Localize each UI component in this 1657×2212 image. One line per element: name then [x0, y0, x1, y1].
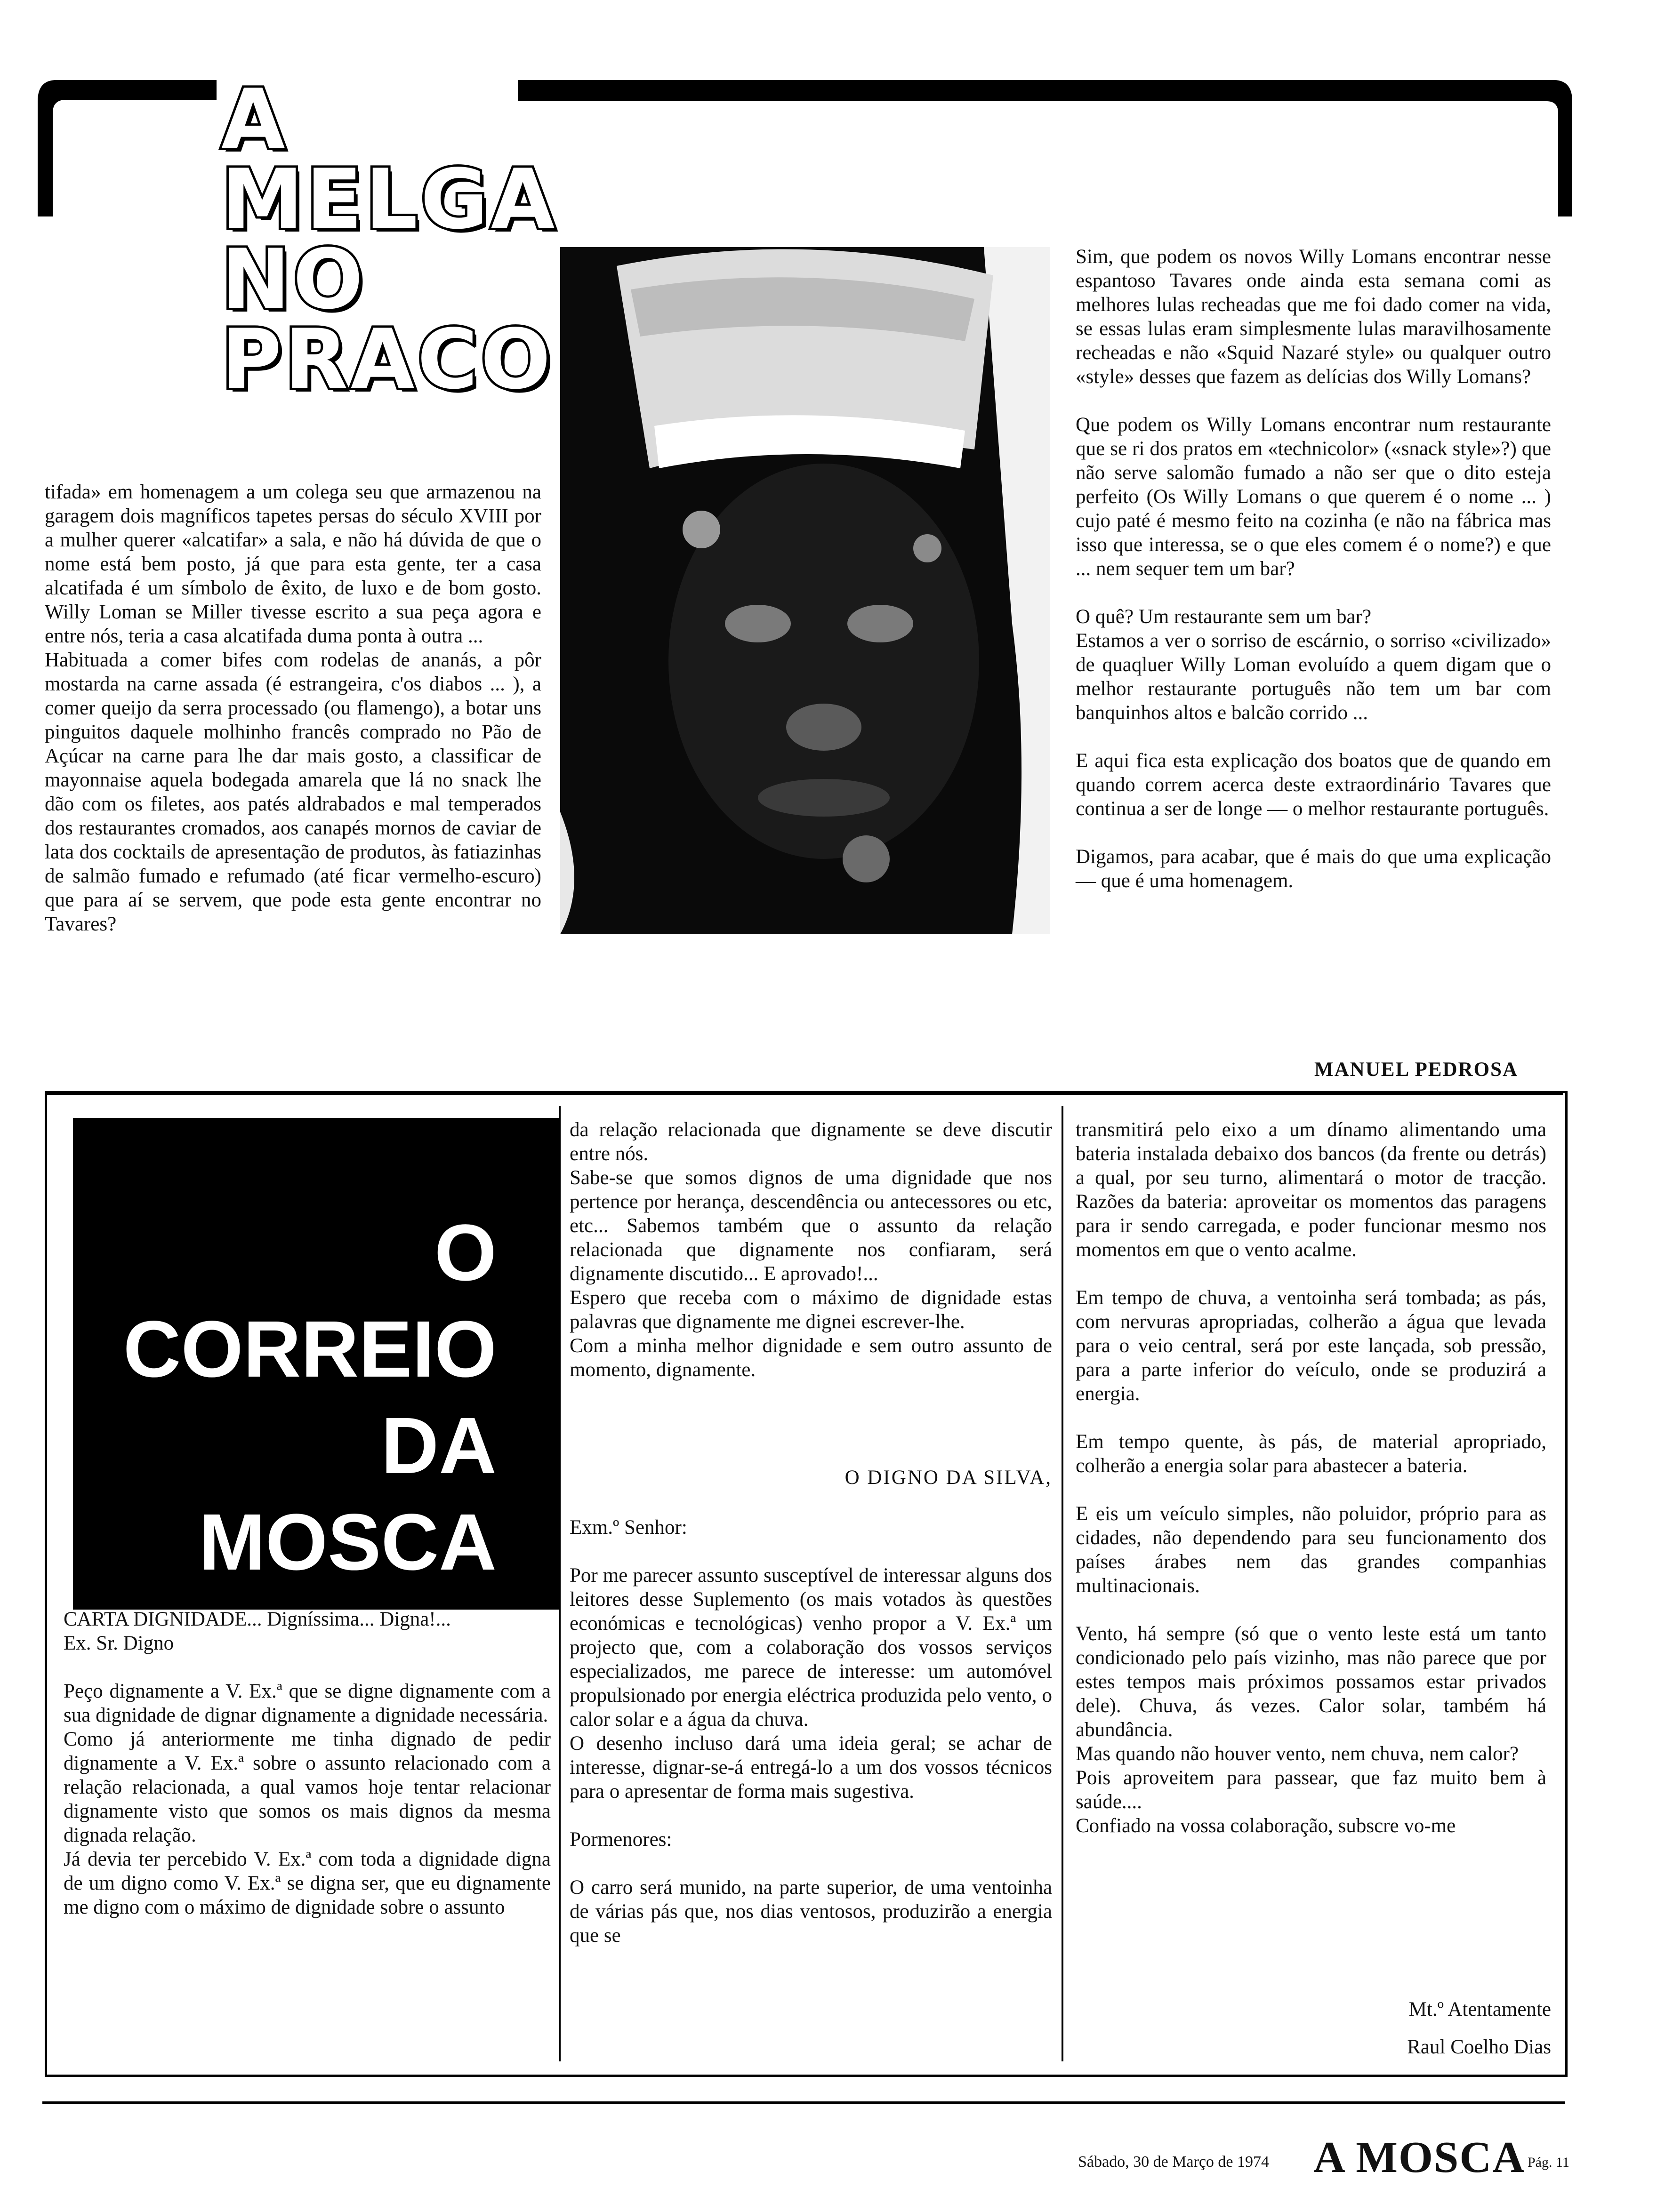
article-column-right: Sim, que podem os novos Willy Lomans encontrar nesse espantoso Tavares onde ainda esta semana comi as melhores lulas recheadas que me foi dado comer na vida, se essas lulas eram simplesmente lulas maravilhosamente recheadas e não «Squid Nazaré style» ou qualquer outro «style» desses que fazem as delícias dos Willy Lomans? Que podem os Willy Lomans encontrar num restaurante que se ri dos pratos em «technicolor» («snack style»?) que não serve salomão fumado a não ser que o dito esteja perfeito (Os Willy Lomans o que querem é o nome ... ) cujo paté é mesmo feito na cozinha (e não na fábrica mas isso que interessa, se o que eles comem é o nome?) e que ... nem sequer tem um bar? O quê? Um restaurante sem um bar? Estamos a ver o sorriso de escárnio, o sorriso «civilizado» de quaqluer Willy Loman evoluído a quem digam que o melhor restaurante português não tem um bar com banquinhos altos e balcão corrido ... E aqui fica esta explicação dos boatos que de quando em quando correm acerca deste extraordinário Tavares que continua a ser de longe — o melhor restaurante português. Digamos, para acabar, que é mais do que uma explicação — que é uma homenagem.	[1076, 246, 1551, 892]
title-line: CORREIO	[123, 1305, 497, 1394]
title-line: MOSCA	[199, 1498, 497, 1587]
article-column-left: tifada» em homenagem a um colega seu que armazenou na garagem dois magníficos tapetes persas do século XVIII por a mulher querer «alcatifar» a sala, e não há dúvida de que o nome está bem posto, já que para esta gente, ter a casa alcatifada é um símbolo de êxito, de luxo e de bom gosto. Willy Loman se Miller tivesse escrito a sua peça agora e entre nós, teria a casa alcatifada duma ponta à outra ... Habituada a comer bifes com rodelas de ananás, a pôr mostarda na carne assada (é estrangeira, c'os diabos ... ), a comer queijo da serra processado (ou flamengo), a botar uns pinguitos daquele molhinho francês comprado no Pão de Açúcar na carne para lhe dar mais gosto, a classificar de mayonnaise aquela bodegada amarela que lá no snack lhe dão com os filetes, aos patés aldrabados e mal temperados dos restaurantes cromados, aos canapés mornos de caviar de lata dos cocktails de apresentação de produtos, às fatiazinhas de salmão fumado e refumado (até ficar vermelho-escuro) que para aí se servem, que pode esta gente encontrar no Tavares?	[45, 481, 541, 935]
article-author: MANUEL PEDROSA	[1314, 1058, 1518, 1081]
chef-photo	[560, 247, 1050, 934]
title-line: PRACO	[221, 312, 554, 408]
divider-line	[45, 1091, 1563, 1095]
column-rule	[1062, 1106, 1063, 2061]
title-line: NO	[221, 232, 366, 328]
letter1-signature: O DIGNO DA SILVA,	[845, 1467, 1052, 1489]
letter1-column2: da relação relacionada que dignamente se deve discutir entre nós. Sabe-se que somos dignos de uma dignidade que nos pertence por herança, descendência ou antecessores ou etc, etc... Sabemos também que o assunto da relação relacionada que dignamente nos confiaram, será dignamente discutido... E aprovado!... Espero que receba com o máximo de dignidade estas palavras que dignamente me dignei escrever-lhe. Com a minha melhor dignidade e sem outro assunto de momento, dignamente.	[570, 1119, 1052, 1381]
title-line: MELGA	[221, 152, 558, 248]
correio-title	[73, 1205, 497, 1591]
title-line: DA	[381, 1401, 497, 1491]
letter2-signature: Raul Coelho Dias	[1407, 2036, 1551, 2058]
title-line: A	[221, 72, 288, 168]
letter2-closing: Mt.º Atentamente	[1408, 1998, 1551, 2020]
footer-masthead: A MOSCA	[1313, 2133, 1526, 2182]
footer-page-number: Pág. 11	[1528, 2155, 1569, 2170]
letter2-column3: transmitirá pelo eixo a um dínamo alimentando uma bateria instalada debaixo dos bancos (da frente ou detrás) a qual, por seu turno, alimentará o motor de tracção. Razões da bateria: aproveitar os momentos das paragens para ir sendo carregada, e poder funcionar mesmo nos momentos em que o vento acalme. Em tempo de chuva, a ventoinha será tombada; as pás, com nervuras apropriadas, colherão a água que levada para o veio central, será por este lançada, sob pressão, para a parte inferior do veículo, onde se produzirá a energia. Em tempo quente, às pás, de material apropriado, colherão a energia solar para abastecer a bateria. E eis um veículo simples, não poluidor, próprio para as cidades, não dependendo para seu funcionamento dos países árabes nem das grandes companhias multinacionais. Vento, há sempre (só que o vento leste está um tanto condicionado pelo país vizinho, mas não parece que por estes tempos mais próximos possamos estar privados dele). Chuva, ás vezes. Calor solar, também há abundância. Mas quando não houver vento, nem chuva, nem calor? Pois aproveitem para passear, que faz muito bem à saúde.... Confiado na vossa colaboração, subscre vo-me	[1076, 1119, 1546, 1837]
footer-date: Sábado, 30 de Março de 1974	[1078, 2153, 1270, 2171]
column-rule	[559, 1106, 561, 2061]
footer-rule	[42, 2101, 1565, 2104]
title-line: O	[434, 1208, 497, 1298]
letter2-column2: Exm.º Senhor: Por me parecer assunto susceptível de interessar alguns dos leitores desse Suplemento (os mais votados às questões económicas e tecnológicas) venho propor a V. Ex.ª um projecto que, com a colaboração dos vossos serviços especializados, me parece de interesse: um automóvel propulsionado por energia eléctrica produzida pelo vento, o calor solar e a água da chuva. O desenho incluso dará uma ideia geral; se achar de interesse, dignar-se-á entregá-lo a um dos vossos técnicos para o apresentar de forma mais sugestiva. Pormenores: O carro será munido, na parte superior, de uma ventoinha de várias pás que, nos dias ventosos, produzirão a energia que se	[570, 1516, 1052, 1947]
article-title	[221, 72, 558, 408]
letter1-column1: CARTA DIGNIDADE... Digníssima... Digna!... Ex. Sr. Digno Peço dignamente a V. Ex.ª que se digne dignamente com a sua dignidade de dignar dignamente a dignidade necessária. Como já anteriormente me tinha dignado de pedir dignamente a V. Ex.ª sobre o assunto relacionado com a relação relacionada, a qual vamos hoje tentar relacionar dignamente visto que somos os mais dignos da mesma dignada relação. Já devia ter percebido V. Ex.ª com toda a dignidade digna de um digno como V. Ex.ª se digna ser, que eu dignamente me digno com o máximo de dignidade sobre o assunto	[64, 1608, 551, 1918]
